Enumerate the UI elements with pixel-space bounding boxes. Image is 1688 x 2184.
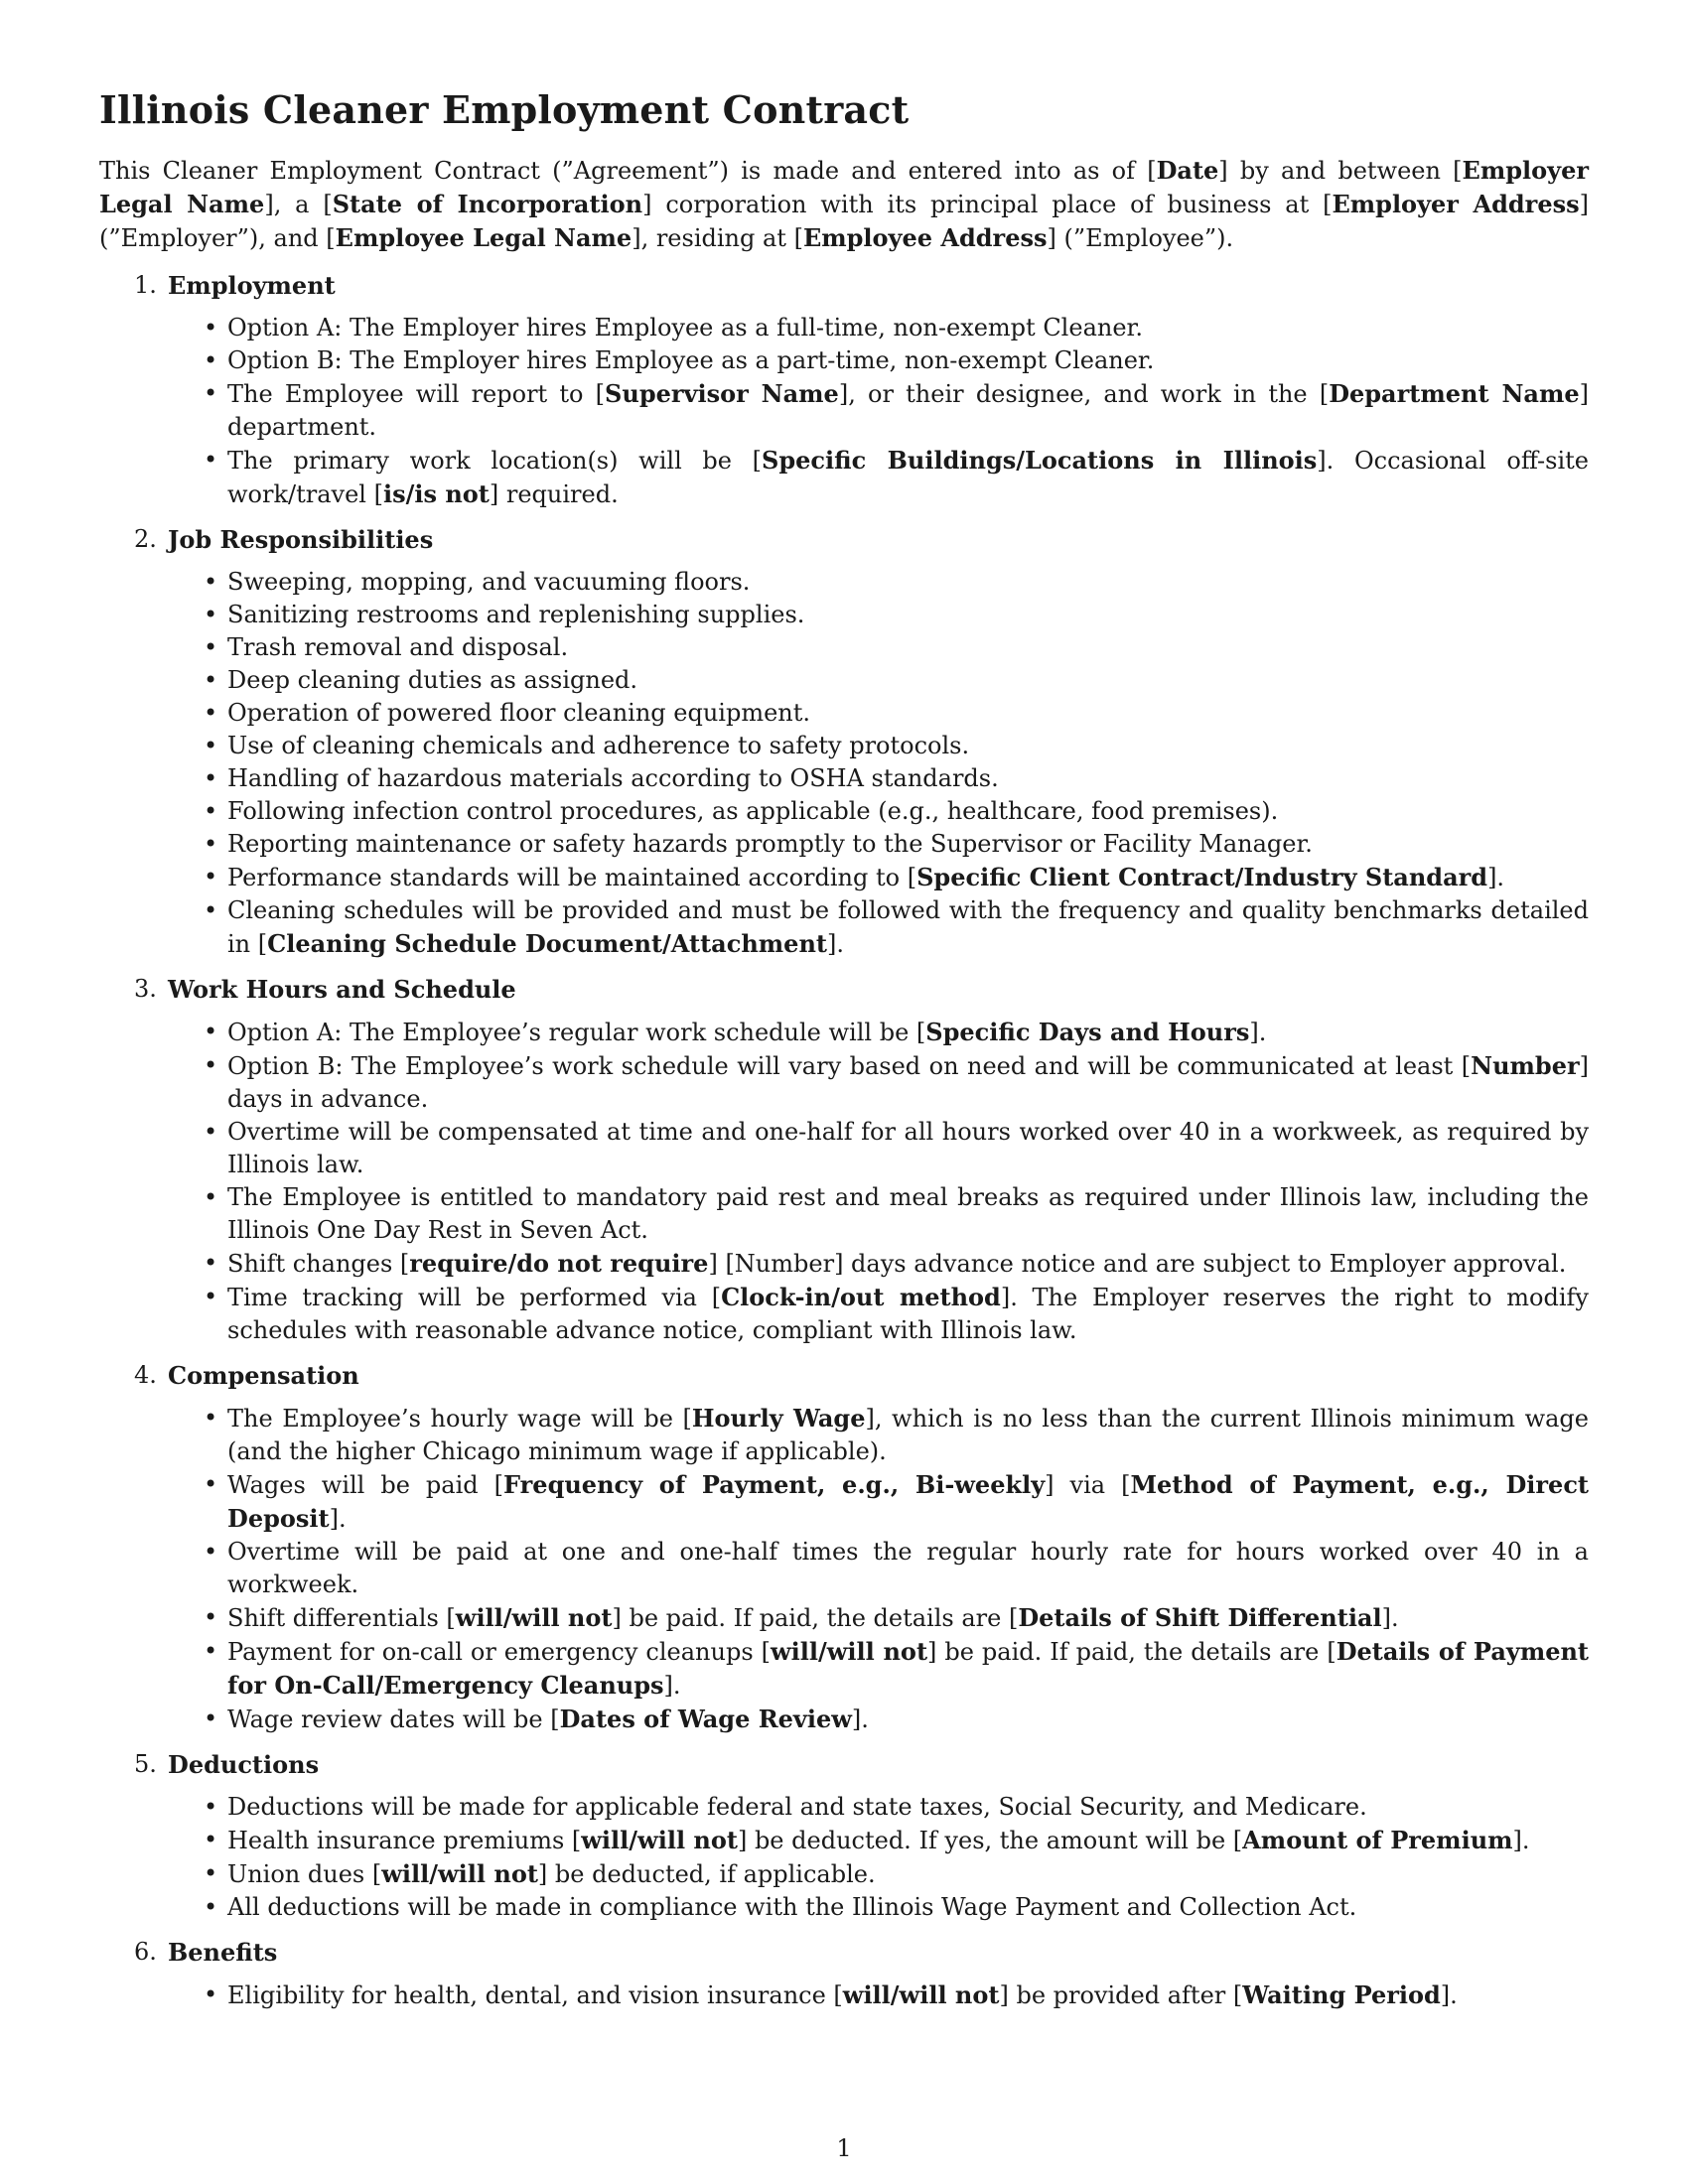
list-item	[168, 1824, 1589, 1857]
text-run: ].	[329, 1505, 347, 1533]
text-run: Trash removal and disposal.	[227, 633, 569, 661]
text-run: ] be paid. If paid, the details are [	[927, 1638, 1336, 1666]
section-title: Job Responsibilities	[168, 525, 434, 554]
bullet-list	[168, 312, 1589, 511]
text-run: ] be paid. If paid, the details are [	[612, 1604, 1019, 1632]
text-run: ], which is no less than the current Illinois minimum wage (and the higher Chicago minimum wage if applicable).	[227, 1405, 1590, 1465]
text-run: ]. Occasional off-site work/travel [	[227, 447, 1590, 508]
text-run: Overtime will be paid at one and one-half times the regular hourly rate for hours worked over 40 in a workweek.	[227, 1538, 1589, 1598]
text-run: Wage review dates will be [	[227, 1706, 560, 1733]
list-item	[168, 1181, 1589, 1247]
text-run: Shift changes [	[227, 1250, 410, 1278]
text-run: ] be deducted, if applicable.	[537, 1860, 876, 1888]
text-run: Handling of hazardous materials according to OSHA standards.	[227, 764, 999, 792]
placeholder-field: require/do not require	[409, 1249, 709, 1278]
section-4	[99, 1359, 1589, 1736]
text-run: Operation of powered floor cleaning equipment.	[227, 699, 811, 727]
list-item	[168, 762, 1589, 795]
list-item	[168, 1891, 1589, 1924]
text-run: Use of cleaning chemicals and adherence to safety protocols.	[227, 732, 970, 759]
text-run: ], residing at [	[632, 224, 803, 252]
bullet-list	[168, 1791, 1589, 1924]
text-run: This Cleaner Employment Contract (”Agreement”) is made and entered into as of	[99, 157, 1148, 185]
text-run: ] by and between [	[1218, 157, 1463, 185]
list-item	[168, 566, 1589, 599]
placeholder-field: is/is not	[382, 479, 490, 508]
text-run: The Employee will report to [	[227, 380, 606, 408]
section-title: Work Hours and Schedule	[168, 975, 516, 1004]
list-item	[168, 344, 1589, 377]
list-item	[168, 1468, 1589, 1536]
list-item	[168, 1049, 1589, 1116]
section-title: Compensation	[168, 1361, 359, 1390]
text-run: ] be provided after [	[999, 1981, 1243, 2009]
text-run: Option B: The Employer hires Employee as a part-time, non-exempt Cleaner.	[227, 346, 1155, 374]
list-item	[168, 599, 1589, 631]
placeholder-field: will/will not	[770, 1637, 928, 1666]
section-list	[99, 269, 1589, 2012]
text-run: The Employee’s hourly wage will be [	[227, 1405, 692, 1433]
section-1	[99, 269, 1589, 511]
text-run: ] (”Employee”).	[1047, 224, 1234, 252]
section-number: 1.	[134, 271, 157, 299]
placeholder-field: Employer Legal Name	[99, 156, 1589, 218]
placeholder-field: Cleaning Schedule Document/Attachment	[267, 929, 827, 958]
text-run: All deductions will be made in compliance with the Illinois Wage Payment and Collection Act.	[227, 1893, 1357, 1921]
text-run: Eligibility for health, dental, and vision insurance [	[227, 1981, 843, 2009]
text-run: Deductions will be made for applicable federal and state taxes, Social Security, and Medicare.	[227, 1793, 1367, 1821]
section-title: Employment	[168, 271, 336, 300]
placeholder-field: Employee Legal Name	[335, 223, 633, 252]
list-item	[168, 730, 1589, 762]
list-item	[168, 1281, 1589, 1347]
list-item	[168, 828, 1589, 861]
text-run: ], or their designee, and work in the [	[838, 380, 1330, 408]
list-item	[168, 444, 1589, 511]
list-item	[168, 861, 1589, 894]
text-run: Reporting maintenance or safety hazards promptly to the Supervisor or Facility Manager.	[227, 830, 1313, 858]
bullet-list	[168, 1979, 1589, 2012]
placeholder-field: Number	[1471, 1051, 1580, 1080]
list-item	[168, 697, 1589, 730]
text-run: ].	[1440, 1981, 1458, 2009]
text-run: ].	[1249, 1019, 1267, 1046]
text-run: Option A: The Employee’s regular work schedule will be [	[227, 1019, 926, 1046]
list-item	[168, 664, 1589, 697]
section-number: 3.	[134, 975, 157, 1003]
text-run: Shift differentials [	[227, 1604, 456, 1632]
list-item	[168, 1247, 1589, 1281]
text-run: Health insurance premiums [	[227, 1827, 582, 1854]
text-run: ] days in advance.	[227, 1052, 1589, 1113]
section-number: 4.	[134, 1361, 157, 1389]
list-item	[168, 795, 1589, 828]
list-item	[168, 1635, 1589, 1703]
text-run: ].	[1381, 1604, 1399, 1632]
section-number: 5.	[134, 1750, 157, 1778]
text-run: Cleaning schedules will be provided and must be followed with the frequency and quality benchmarks detailed in [	[227, 896, 1589, 958]
placeholder-field: Date	[1156, 156, 1219, 185]
text-run: Time tracking will be performed via [	[227, 1284, 722, 1311]
text-run: The Employee is entitled to mandatory paid rest and meal breaks as required under Illinois law, including the Illinois One Day Rest in Seven Act.	[227, 1183, 1589, 1244]
section-number: 2.	[134, 525, 157, 553]
list-item	[168, 377, 1589, 444]
text-run: ] corporation with its principal place of business at [	[642, 191, 1333, 218]
placeholder-field: Dates of Wage Review	[559, 1705, 852, 1733]
placeholder-field: Details of Payment for On-Call/Emergency Cleanups	[227, 1637, 1590, 1700]
placeholder-field: will/will not	[455, 1603, 613, 1632]
placeholder-field: Hourly Wage	[691, 1404, 866, 1433]
text-run: ] department.	[227, 380, 1589, 441]
text-run: Performance standards will be maintained according to [	[227, 864, 917, 891]
placeholder-field: Details of Shift Differential	[1018, 1603, 1382, 1632]
text-run: ]. The Employer reserves the right to modify schedules with reasonable advance notice, compliant with Illinois law.	[227, 1284, 1589, 1344]
section-number: 6.	[134, 1938, 157, 1966]
text-run: ].	[826, 930, 844, 958]
list-item	[168, 1116, 1589, 1181]
section-2	[99, 523, 1589, 961]
placeholder-field: Employer Address	[1332, 190, 1580, 218]
placeholder-field: Frequency of Payment, e.g., Bi-weekly	[503, 1470, 1046, 1499]
bullet-list	[168, 1016, 1589, 1347]
text-run: The primary work location(s) will be [	[227, 447, 763, 475]
text-run: Union dues [	[227, 1860, 382, 1888]
section-title: Deductions	[168, 1750, 320, 1779]
text-run: ] via [	[1045, 1471, 1131, 1499]
text-run: Sweeping, mopping, and vacuuming floors.	[227, 568, 751, 596]
placeholder-field: Waiting Period	[1242, 1980, 1441, 2009]
placeholder-field: Clock-in/out method	[721, 1283, 1001, 1311]
placeholder-field: Specific Client Contract/Industry Standard	[916, 863, 1488, 891]
list-item	[168, 1979, 1589, 2012]
placeholder-field: Department Name	[1329, 379, 1580, 408]
placeholder-field: Employee Address	[802, 223, 1048, 252]
text-run: Payment for on-call or emergency cleanups [	[227, 1638, 771, 1666]
text-run: ].	[851, 1706, 869, 1733]
list-item	[168, 312, 1589, 344]
text-run: [	[1147, 157, 1157, 185]
text-run: ] [Number] days advance notice and are subject to Employer approval.	[708, 1250, 1567, 1278]
list-item	[168, 631, 1589, 664]
text-run: Overtime will be compensated at time and one-half for all hours worked over 40 in a workweek, as required by Illinois law.	[227, 1118, 1589, 1178]
section-title: Benefits	[168, 1938, 278, 1967]
list-item	[168, 1857, 1589, 1891]
placeholder-field: Specific Days and Hours	[925, 1018, 1250, 1046]
text-run: ] required.	[489, 480, 619, 508]
placeholder-field: State of Incorporation	[332, 190, 643, 218]
text-run: Option B: The Employee’s work schedule will vary based on need and will be communicated at least [	[227, 1052, 1472, 1080]
bullet-list	[168, 1402, 1589, 1736]
section-6	[99, 1936, 1589, 2012]
list-item	[168, 1536, 1589, 1601]
document-title: Illinois Cleaner Employment Contract	[99, 87, 910, 132]
placeholder-field: will/will not	[581, 1826, 738, 1854]
text-run: Option A: The Employer hires Employee as a full-time, non-exempt Cleaner.	[227, 314, 1143, 341]
text-run: ].	[1487, 864, 1505, 891]
list-item	[168, 1601, 1589, 1635]
placeholder-field: Amount of Premium	[1242, 1826, 1513, 1854]
placeholder-field: Supervisor Name	[605, 379, 839, 408]
list-item	[168, 1791, 1589, 1824]
text-run: Wages will be paid [	[227, 1471, 504, 1499]
list-item	[168, 894, 1589, 961]
text-run: ].	[663, 1672, 681, 1700]
section-3	[99, 973, 1589, 1347]
text-run: Following infection control procedures, as applicable (e.g., healthcare, food premises).	[227, 797, 1279, 825]
text-run: ].	[1512, 1827, 1530, 1854]
text-run: ] (”Employer”), and [	[99, 191, 1589, 252]
intro-paragraph	[99, 154, 1589, 255]
text-run: Sanitizing restrooms and replenishing supplies.	[227, 601, 805, 628]
section-5	[99, 1748, 1589, 1924]
list-item	[168, 1016, 1589, 1049]
placeholder-field: will/will not	[381, 1859, 538, 1888]
text-run: Deep cleaning duties as assigned.	[227, 666, 638, 694]
placeholder-field: Specific Buildings/Locations in Illinois	[762, 446, 1318, 475]
bullet-list	[168, 566, 1589, 961]
page-number: 1	[836, 2134, 852, 2162]
placeholder-field: Method of Payment, e.g., Direct Deposit	[227, 1470, 1590, 1533]
document-page	[99, 87, 1589, 2024]
list-item	[168, 1703, 1589, 1736]
text-run: ], a [	[264, 191, 333, 218]
list-item	[168, 1402, 1589, 1468]
text-run: ] be deducted. If yes, the amount will be [	[737, 1827, 1243, 1854]
placeholder-field: will/will not	[842, 1980, 1000, 2009]
